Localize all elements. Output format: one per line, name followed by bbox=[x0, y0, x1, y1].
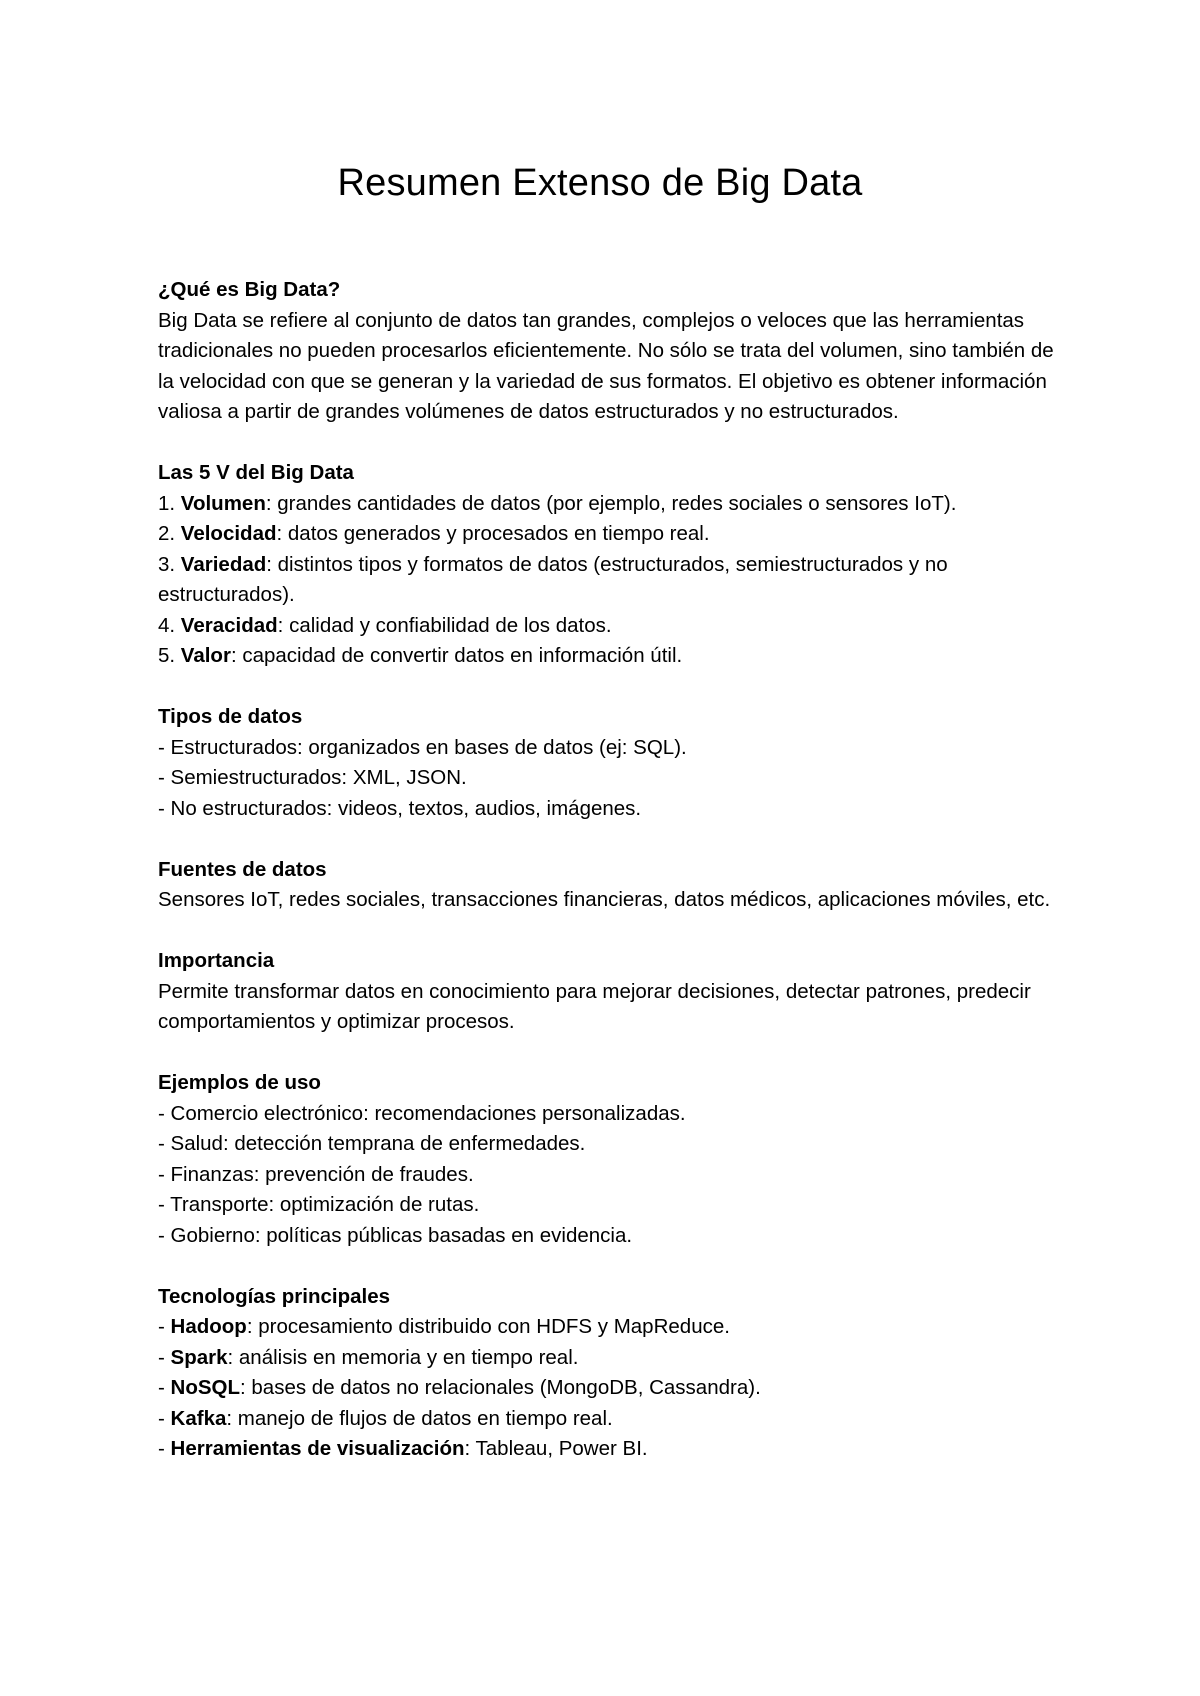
section-ejemplos bbox=[158, 1068, 1058, 1251]
list-item-number: 4. bbox=[158, 613, 181, 637]
section-paragraph: Sensores IoT, redes sociales, transacciones financieras, datos médicos, aplicaciones móviles, etc. bbox=[158, 888, 1051, 911]
list-item: - Salud: detección temprana de enfermedades. bbox=[158, 1132, 586, 1155]
list-item-number: 5. bbox=[158, 644, 181, 667]
list-item-term: Variedad bbox=[180, 552, 267, 576]
list-item bbox=[158, 611, 1058, 642]
section-heading: ¿Qué es Big Data? bbox=[158, 278, 341, 301]
list-item-text: : análisis en memoria y en tiempo real. bbox=[227, 1345, 579, 1369]
list-item bbox=[158, 1404, 1058, 1435]
list-item-text: : procesamiento distribuido con HDFS y MapReduce. bbox=[246, 1315, 730, 1338]
section-fuentes bbox=[158, 855, 1058, 916]
list-item bbox=[158, 1343, 1058, 1374]
section-que-es bbox=[158, 275, 1058, 428]
list-item bbox=[158, 519, 1058, 550]
list-item-term: Spark bbox=[170, 1345, 228, 1369]
list-item-bullet: - bbox=[158, 1315, 171, 1338]
list-item-text: : Tableau, Power BI. bbox=[464, 1437, 648, 1460]
list-item-number: 1. bbox=[158, 491, 181, 515]
section-heading: Tecnologías principales bbox=[158, 1284, 391, 1308]
list-item: - Transporte: optimización de rutas. bbox=[158, 1193, 480, 1216]
document-title: Resumen Extenso de Big Data bbox=[337, 162, 863, 204]
list-item bbox=[158, 1312, 1058, 1343]
list-item-bullet: - bbox=[158, 1376, 171, 1399]
list-item-term: Volumen bbox=[180, 491, 266, 515]
list-item-term: Hadoop bbox=[170, 1315, 247, 1338]
list-item-term: Kafka bbox=[170, 1406, 227, 1430]
list-item bbox=[158, 1434, 1058, 1465]
section-heading: Ejemplos de uso bbox=[158, 1071, 321, 1094]
list-item: - Semiestructurados: XML, JSON. bbox=[158, 766, 467, 789]
section-importancia bbox=[158, 946, 1058, 1038]
section-heading: Las 5 V del Big Data bbox=[158, 461, 354, 484]
list-item-bullet: - bbox=[158, 1345, 171, 1369]
list-item: - Comercio electrónico: recomendaciones personalizadas. bbox=[158, 1101, 686, 1125]
list-item-text: : distintos tipos y formatos de datos (estructurados, semiestructurados y no estructurados). bbox=[158, 552, 948, 606]
list-item-text: : capacidad de convertir datos en información útil. bbox=[230, 644, 683, 667]
list-item-text: : grandes cantidades de datos (por ejemplo, redes sociales o sensores IoT). bbox=[265, 491, 957, 515]
list-item: - Gobierno: políticas públicas basadas en evidencia. bbox=[158, 1223, 633, 1247]
list-item-bullet: - bbox=[158, 1406, 171, 1430]
list-item-term: Herramientas de visualización bbox=[170, 1437, 465, 1460]
section-tecnologias bbox=[158, 1282, 1058, 1465]
section-paragraph: Big Data se refiere al conjunto de datos tan grandes, complejos o veloces que las herramientas tradicionales no pueden procesarlos eficientemente. No sólo se trata del volumen, sino también de la velocidad con que se generan y la variedad de sus formatos. El objetivo es obtener información valiosa a partir de grandes volúmenes de datos estructurados y no estructurados. bbox=[158, 308, 1054, 423]
list-item: - No estructurados: videos, textos, audios, imágenes. bbox=[158, 796, 642, 820]
list-item bbox=[158, 489, 1058, 520]
list-item-term: NoSQL bbox=[170, 1376, 240, 1399]
list-item-term: Veracidad bbox=[180, 613, 278, 637]
list-item-text: : datos generados y procesados en tiempo real. bbox=[276, 522, 710, 545]
list-item bbox=[158, 550, 1058, 611]
section-heading: Fuentes de datos bbox=[158, 857, 327, 881]
list-item: - Finanzas: prevención de fraudes. bbox=[158, 1162, 474, 1186]
list-item-number: 3. bbox=[158, 552, 181, 576]
list-item-term: Velocidad bbox=[180, 522, 277, 545]
list-item-text: : bases de datos no relacionales (MongoDB, Cassandra). bbox=[240, 1376, 761, 1399]
list-item-number: 2. bbox=[158, 522, 181, 545]
list-item bbox=[158, 641, 1058, 672]
list-item-bullet: - bbox=[158, 1437, 171, 1460]
list-item bbox=[158, 1373, 1058, 1404]
section-cinco-v bbox=[158, 458, 1058, 672]
section-tipos bbox=[158, 702, 1058, 824]
list-item-term: Valor bbox=[180, 644, 231, 667]
section-heading: Tipos de datos bbox=[158, 705, 303, 728]
list-item-text: : manejo de flujos de datos en tiempo real. bbox=[226, 1406, 613, 1430]
document-body bbox=[158, 275, 1058, 1495]
section-paragraph: Permite transformar datos en conocimiento para mejorar decisiones, detectar patrones, predecir comportamientos y optimizar procesos. bbox=[158, 979, 1031, 1033]
list-item: - Estructurados: organizados en bases de datos (ej: SQL). bbox=[158, 735, 687, 759]
list-item-text: : calidad y confiabilidad de los datos. bbox=[277, 613, 612, 637]
section-heading: Importancia bbox=[158, 949, 275, 972]
